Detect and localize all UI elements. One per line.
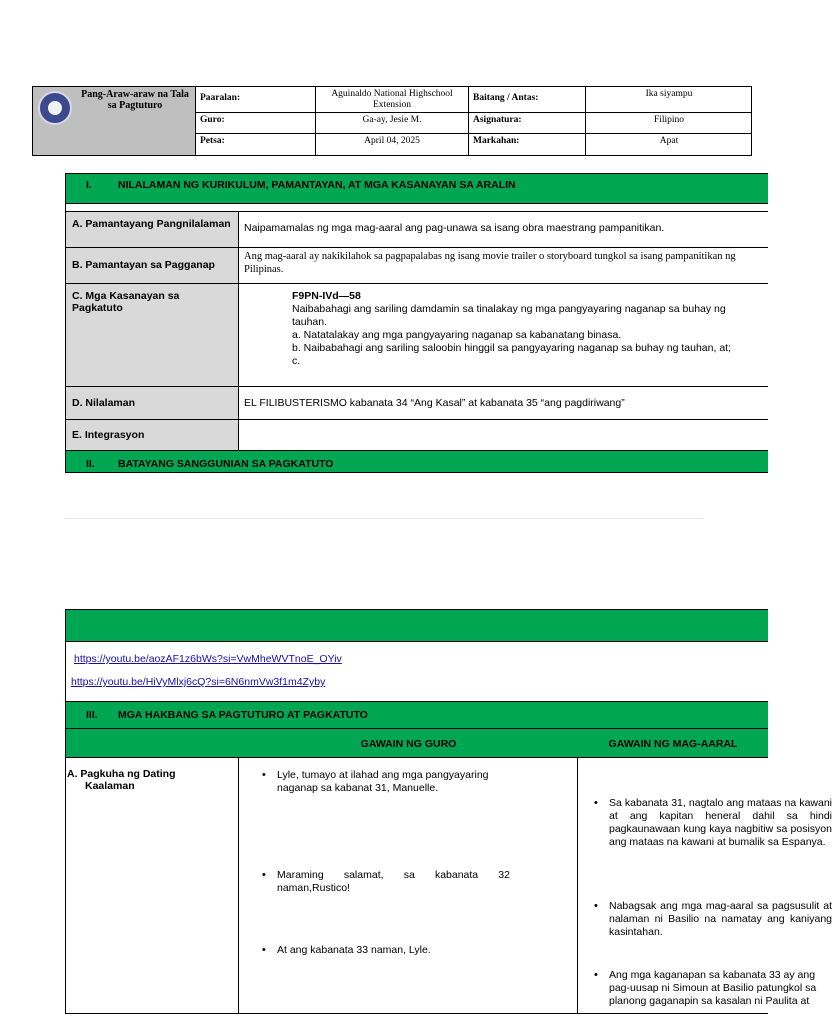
competency-line2: tauhan. [292, 316, 328, 328]
row-pagkuha-label: A. Pagkuha ng Dating Kaalaman [66, 758, 239, 1013]
guro-item-1: • Lyle, tumayo at ilahad ang mga pangyayaring naganap sa kabanat 31, Manuelle. [260, 769, 510, 795]
magaaral-item-3: • Ang mga kaganapan sa kabanata 33 ay ang pag-uusap ni Simoun at Basilio patungkol sa planong gaganapin sa kasalan ni Paulita at [592, 969, 832, 1008]
references-table [65, 609, 768, 758]
col-gawain-ng-guro: GAWAIN NG GURO [360, 738, 457, 750]
page-divider [65, 518, 703, 519]
deped-seal-icon [38, 91, 72, 125]
section-3-title: MGA HAKBANG SA PAGTUTURO AT PAGKATUTO [118, 709, 368, 721]
row-nilalaman [66, 387, 768, 420]
guro-value: Ga-ay, Jesie M. [316, 113, 469, 134]
row-a-label: A. Pamantayang Pangnilalaman [66, 212, 239, 247]
baitang-label: Baitang / Antas: [469, 87, 586, 113]
references-header-bar [66, 610, 768, 642]
section-1-title: NILALAMAN NG KURIKULUM, PAMANTAYAN, AT MGA KASANAYAN SA ARALIN [118, 179, 516, 191]
gawain-ng-guro-cell [239, 758, 578, 1013]
row-e-label: E. Integrasyon [66, 420, 239, 450]
row-c-label: C. Mga Kasanayan sa Pagkatuto [66, 284, 239, 386]
asignatura-label: Asignatura: [469, 113, 586, 134]
section-2-number: II. [86, 458, 95, 470]
reference-link-2[interactable]: https://youtu.be/HiVyMlxj6cQ?si=6N6nmVw3f1m4Zyby [71, 676, 326, 688]
form-title: Pang-Araw-araw na Tala sa Pagtuturo [81, 89, 189, 111]
header-grid [196, 87, 752, 155]
gawain-ng-mag-aaral-cell [578, 758, 832, 1013]
row-e-value [239, 420, 768, 424]
row-pamantayang-pangnilalaman [66, 211, 768, 248]
petsa-label: Petsa: [196, 134, 316, 155]
references-links [66, 642, 768, 702]
competency-line1: Naibabahagi ang sariling damdamin sa tinalakay ng mga pangyayaring naganap sa buhay ng [292, 303, 726, 315]
markahan-label: Markahan: [469, 134, 586, 155]
magaaral-item-2: • Nabagsak ang mga mag-aaral sa pagsusulit at nalaman ni Basilio na namatay ang kaniyang kasintahan. [592, 900, 832, 939]
row-pamantayan-sa-pagganap [66, 248, 768, 284]
curriculum-table [65, 173, 768, 473]
guro-label: Guro: [196, 113, 316, 134]
reference-link-1[interactable]: https://youtu.be/aozAF1z6bWs?si=VwMheWVTnoE_OYiv [74, 653, 342, 665]
activity-columns-header [66, 729, 768, 758]
header-table [32, 86, 752, 156]
petsa-value: April 04, 2025 [316, 134, 469, 155]
row-integrasyon [66, 420, 768, 451]
section-3-number: III. [86, 709, 98, 721]
paaralan-value: Aguinaldo National Highschool Extension [316, 87, 469, 113]
header-title-cell [33, 87, 196, 155]
section-3-header [66, 702, 768, 729]
section-2-title: BATAYANG SANGGUNIAN SA PAGKATUTO [118, 458, 334, 470]
objective-b: b. Naibabahagi ang sariling saloobin hinggil sa pangyayaring naganap sa buhay ng tauhan, at; [292, 342, 731, 354]
paaralan-label: Paaralan: [196, 87, 316, 113]
asignatura-value: Filipino [586, 113, 752, 134]
section-1-number: I. [86, 179, 92, 191]
guro-item-2: • Maraming salamat, sa kabanata 32 naman,Rustico! [260, 869, 510, 895]
section-1-header [66, 174, 768, 204]
row-b-value-line1: Ang mag-aaral ay nakikilahok sa pagpapalabas ng isang movie trailer o storyboard tungkol sa isang pampanitikan ng [244, 251, 736, 262]
row-d-label: D. Nilalaman [66, 387, 239, 419]
col-gawain-ng-mag-aaral: GAWAIN NG MAG-AARAL [608, 738, 738, 750]
magaaral-item-1: • Sa kabanata 31, nagtalo ang mataas na kawani at ang kapitan heneral dahil sa hindi pagkaunawaan kung kaya nagbitiw sa posisyon ang mataas na kawani at bumalik sa Espanya. [592, 797, 832, 849]
row-mga-kasanayan [66, 284, 768, 387]
row-b-label: B. Pamantayan sa Pagganap [66, 248, 239, 283]
row-b-value-line2: Pilipinas. [244, 264, 284, 275]
markahan-value: Apat [659, 136, 679, 146]
objective-c: c. [292, 355, 301, 367]
row-d-value: EL FILIBUSTERISMO kabanata 34 “Ang Kasal” at kabanata 35 “ang pagdiriwang” [244, 397, 625, 409]
objective-a: a. Natatalakay ang mga pangyayaring naganap sa kabanatang binasa. [292, 329, 622, 341]
procedure-table [65, 758, 832, 1014]
guro-item-3: • At ang kabanata 33 naman, Lyle. [260, 944, 510, 957]
competency-code: F9PN-IVd—58 [292, 290, 361, 302]
baitang-value: Ika siyampu [586, 87, 752, 113]
section-2-header [66, 451, 768, 473]
row-a-value: Naipamamalas ng mga mag-aaral ang pag-unawa sa isang obra maestrang pampanitikan. [244, 222, 665, 234]
